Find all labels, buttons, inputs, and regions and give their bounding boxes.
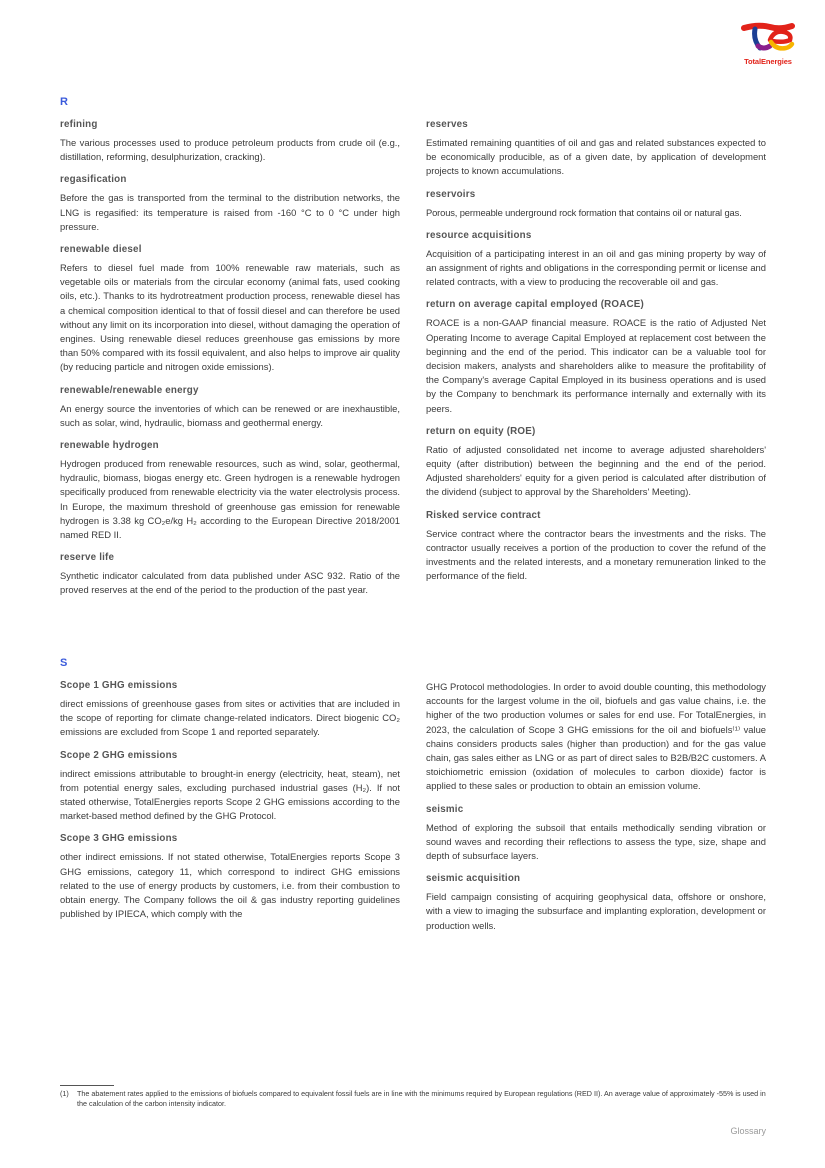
footnote-text: The abatement rates applied to the emissions of biofuels compared to equivalent fossil fuels are in line with the minimums required by European regulations (RED II). An average value of approximately -55% is used in the calculation of the carbon intensity indicator.: [77, 1089, 766, 1108]
glossary-definition-continued: GHG Protocol methodologies. In order to avoid double counting, this methodology accounts for the largest volume in the oil, biofuels and gas value chains, i.e. the higher of the two production volumes or sales for end use. For TotalEnergies, in 2023, the calculation of Scope 3 GHG emissions for the oil and biofuels⁽¹⁾ value chains considers products sales (higher than production) and for the gas value chain, gas sales either as LNG or as part of direct sales to B2B/B2C customers. A stoichiometric emission (oxidation of molecules to carbon dioxide) factor is applied to these sales or production to obtain an emission volume.: [426, 681, 766, 792]
page-section-label: Glossary: [730, 1126, 766, 1136]
glossary-definition: Synthetic indicator calculated from data published under ASC 932. Ratio of the proved reserves at the end of the period to the production of the past year.: [60, 570, 400, 596]
totalenergies-logo-icon: [740, 22, 796, 54]
glossary-term: regasification: [60, 174, 127, 186]
glossary-term: return on average capital employed (ROACE): [426, 299, 644, 311]
glossary-definition: Method of exploring the subsoil that entails methodically sending vibration or sound waves and recording their reflections to assess the type, size, shape and depth of subsurface layers.: [426, 821, 766, 862]
glossary-definition: Refers to diesel fuel made from 100% renewable raw materials, such as vegetable oils or materials from the circular economy (animal fats, used cooking oils, etc.). Thanks to its hydrotreatment production process, renewable diesel has a chemical composition identical to that of fossil diesel and can therefore be used without any limit on its incorporation into diesel, without damaging the operation of engines. Using renewable diesel reduces greenhouse gas emissions by more than 50% compared with its fossil equivalent, and also helps to improve air quality (by reducing particle and nitrogen oxide emissions).: [60, 262, 400, 373]
glossary-term: Scope 1 GHG emissions: [60, 680, 178, 691]
glossary-term: reserves: [426, 119, 468, 130]
glossary-term: seismic: [426, 803, 464, 815]
glossary-term: Scope 3 GHG emissions: [60, 833, 178, 845]
section-s-left-column: [60, 679, 400, 930]
glossary-term: Scope 2 GHG emissions: [60, 749, 178, 761]
glossary-definition: Field campaign consisting of acquiring geophysical data, offshore or onshore, with a view to imaging the subsurface and implanting exploration, development or production wells.: [426, 891, 766, 931]
section-r-left-column: [60, 118, 400, 607]
glossary-definition: The various processes used to produce petroleum products from crude oil (e.g., distillation, reforming, desulphurization, cracking).: [60, 137, 400, 163]
footnote-number: (1): [60, 1089, 69, 1098]
footnote-divider: [60, 1085, 114, 1086]
glossary-term: reserve life: [60, 552, 115, 564]
glossary-term: renewable/renewable energy: [60, 384, 199, 396]
glossary-definition: Service contract where the contractor bears the investments and the risks. The contractor usually receives a portion of the production to cover the refund of the investments and the related interests, and a monetary remuneration linked to the performance of the field.: [426, 527, 766, 582]
glossary-term: Risked service contract: [426, 509, 541, 521]
brand-name: TotalEnergies: [744, 57, 792, 66]
glossary-term: seismic acquisition: [426, 873, 521, 885]
glossary-term: return on equity (ROE): [426, 425, 536, 437]
section-r-right-column: [426, 118, 766, 592]
glossary-definition: Ratio of adjusted consolidated net income to average adjusted shareholders' equity (after distribution) between the beginning and the end of the period. Adjusted shareholders' equity for a given period is calculated after distribution of the dividend (subject to approval by the Shareholders' Meeting).: [426, 443, 766, 498]
glossary-definition: An energy source the inventories of which can be renewed or are inexhaustible, such as solar, wind, hydraulic, biomass and geothermal energy.: [60, 402, 400, 428]
glossary-definition: Before the gas is transported from the terminal to the distribution networks, the LNG is regasified: its temperature is raised from -160 °C to 0 °C under high pressure.: [60, 192, 400, 232]
section-letter-r: R: [60, 96, 68, 108]
totalenergies-logo: [736, 22, 800, 68]
glossary-definition: ROACE is a non-GAAP financial measure. ROACE is the ratio of Adjusted Net Operating Income to average Capital Employed at replacement cost between the beginning and the end of the period. This indicator can be a valuable tool for decision makers, analysts and shareholders alike to measure the profitability of the Company's average Capital Employed in its business operations and is used by the Company to benchmark its performance internally and externally with its peers.: [426, 317, 766, 414]
footnote: [60, 1089, 766, 1108]
section-s-right-column: [426, 680, 766, 942]
glossary-definition: Hydrogen produced from renewable resources, such as wind, solar, geothermal, hydraulic, biomass, biogas energy etc. Green hydrogen is a renewable hydrogen specifically produced from renewable electricity via the water electrolysis process. In Europe, the maximum threshold of greenhouse gas emission for renewable hydrogen is 3.38 kg CO₂e/kg H₂ according to the European Directive 2018/2001 named RED II.: [60, 458, 400, 541]
glossary-definition: other indirect emissions. If not stated otherwise, TotalEnergies reports Scope 3 GHG emissions, category 11, which correspond to indirect GHG emissions related to the use of energy products by customers, i.e. from their combustion to obtain energy. The Company follows the oil & gas industry reporting guidelines published by IPIECA, which comply with the: [60, 851, 400, 920]
glossary-definition: Estimated remaining quantities of oil and gas and related substances expected to be economically producible, as of a given date, by application of development projects to known accumulations.: [426, 137, 766, 177]
glossary-term: renewable hydrogen: [60, 440, 159, 452]
glossary-definition: Acquisition of a participating interest in an oil and gas mining property by way of an assignment of rights and obligations in the corresponding permit or license and related contracts, with a view to producing the recoverable oil and gas.: [426, 247, 766, 288]
glossary-term: reservoirs: [426, 188, 476, 200]
glossary-definition: indirect emissions attributable to brought-in energy (electricity, heat, steam), net from potential energy sales, excluding purchased industrial gases (H₂). If not stated otherwise, TotalEnergies reports Scope 2 GHG emissions according to the market-based method defined by the GHG Protocol.: [60, 767, 400, 822]
glossary-term: resource acquisitions: [426, 229, 532, 241]
glossary-term: renewable diesel: [60, 244, 142, 256]
glossary-definition: Porous, permeable underground rock formation that contains oil or natural gas.: [426, 206, 742, 218]
section-letter-s: S: [60, 657, 68, 669]
glossary-term: refining: [60, 119, 98, 130]
glossary-definition: direct emissions of greenhouse gases from sites or activities that are included in the scope of reporting for climate change-related indicators. Direct biogenic CO₂ emissions are excluded from Scope 1 and reported separately.: [60, 698, 400, 738]
